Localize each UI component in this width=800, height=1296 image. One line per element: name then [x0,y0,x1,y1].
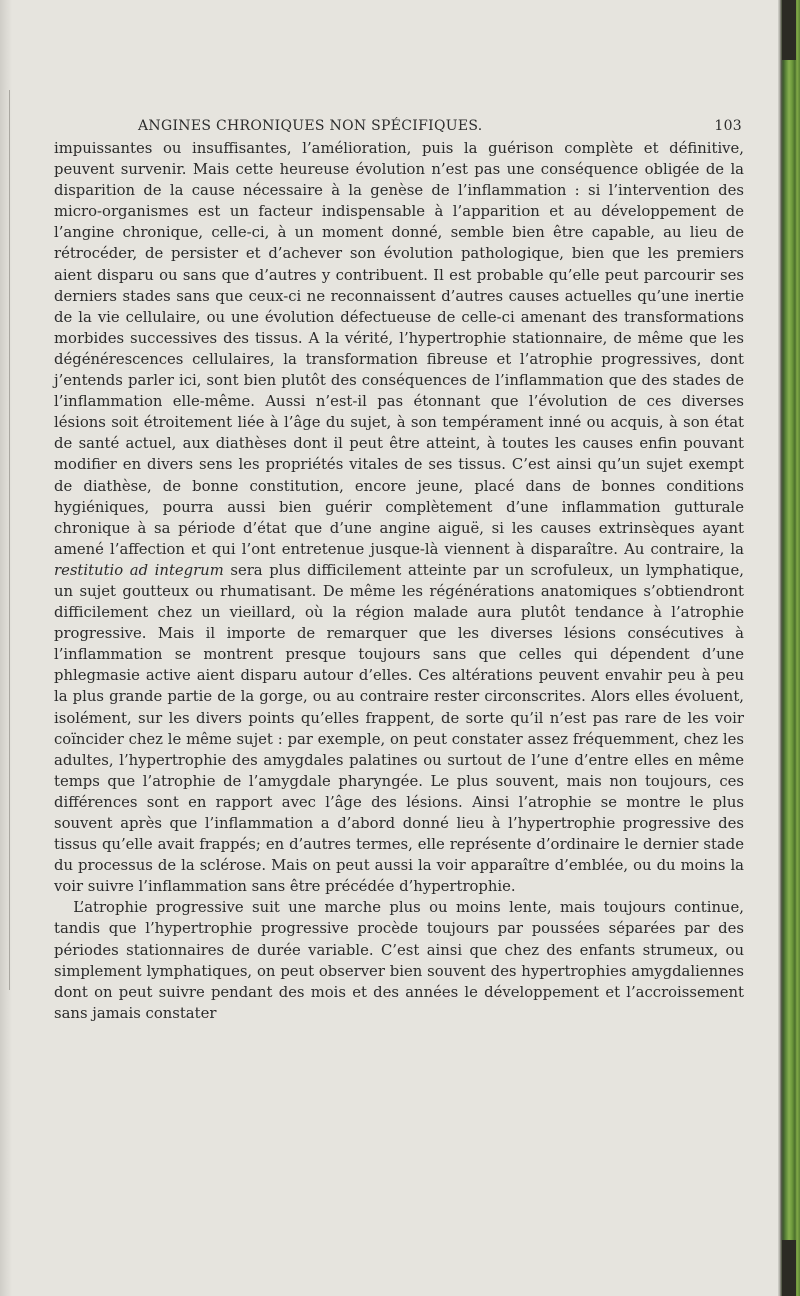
scan-left-margin [0,0,12,1296]
paragraph-1-part-a: impuissantes ou insuffisantes, l’amélioration, puis la guérison complète et définitive, peuvent survenir. Mais cette heureuse évolution n’est pas une conséquence obligée de la disparition de la cause nécessaire à la genèse de l’inflammation : si l’intervention des micro-organismes est un facteur indispensable à l’apparition et au développement de l’angine chronique, celle-ci, à un moment donné, semble bien être capable, au lieu de rétrocéder, de persister et d’achever son évolution pathologique, bien que les premiers aient disparu ou sans que d’autres y contribuent. Il est probable qu’elle peut parcourir ses derniers stades sans que ceux-ci ne reconnaissent d’autres causes actuelles qu’une inertie de la vie cellulaire, ou une évolution défectueuse de celle-ci amenant des transformations morbides successives des tissus. A la vérité, l’hypertrophie stationnaire, de même que les dégénérescences cellulaires, la transformation fibreuse et l’atrophie progressives, dont j’entends parler ici, sont bien plutôt des conséquences de l’inflammation que des stades de l’inflammation elle-même. Aussi n’est-il pas étonnant que l’évolution de ces diverses lésions soit étroitement liée à l’âge du sujet, à son tempérament inné ou acquis, à son état de santé actuel, aux diathèses dont il peut être atteint, à toutes les causes enfin pouvant modifier en divers sens les propriétés vitales de ses tissus. C’est ainsi qu’un sujet exempt de diathèse, de bonne constitution, encore jeune, placé dans de bonnes conditions hygiéniques, pourra aussi bien guérir complètement d’une inflammation gutturale chronique à sa période d’état que d’une angine aiguë, si les causes extrinsèques ayant amené l’affection et qui l’ont entretenue jusque-là viennent à disparaître. Au contraire, la [54,140,744,558]
book-edge-dark-band [782,0,796,60]
paragraph-1-part-b: sera plus difficilement atteinte par un scrofuleux, un lymphatique, un sujet goutteux ou rhumatisant. De même les régénérations anatomiques s’obtiendront difficilement chez un vieillard, où la région malade aura plutôt tendance à l’atrophie progressive. Mais il importe de remarquer que les diverses lésions consécutives à l’inflammation se montrent presque toujours sans que celles qui dépendent d’une phlegmasie active aient disparu autour d’elles. Ces altérations peuvent envahir peu à peu la plus grande partie de la gorge, ou au contraire rester circonscrites. Alors elles évoluent, isolément, sur les divers points qu’elles frappent, de sorte qu’il n’est pas rare de les voir coïncider chez le même sujet : par exemple, on peut constater assez fréquemment, chez les adultes, l’hypertrophie des amygdales palatines ou surtout de l’une d’entre elles en même temps que l’atrophie de l’amygdale pharyngée. Le plus souvent, mais non toujours, ces différences sont en rapport avec l’âge des lésions. Ainsi l’atrophie se montre le plus souvent après que l’inflammation a d’abord donné lieu à l’hypertrophie progressive des tissus qu’elle avait frappés; en d’autres termes, elle représente d’ordinaire le dernier stade du processus de la sclérose. Mais on peut aussi la voir apparaître d’emblée, ou du moins la voir suivre l’inflammation sans être précédée d’hypertrophie. [54,561,744,896]
scan-gutter-line [9,90,10,990]
running-title: ANGINES CHRONIQUES NON SPÉCIFIQUES. [138,118,483,134]
book-edge [778,0,800,1296]
book-page [54,116,744,1024]
page-number: 103 [714,118,742,134]
paragraph-1 [54,138,744,897]
latin-phrase: restitutio ad integrum [54,561,224,579]
body-text [54,138,744,1024]
paragraph-2: L’atrophie progressive suit une marche plus ou moins lente, mais toujours continue, tandis que l’hypertrophie progressive procède toujours par poussées séparées par des périodes stationnaires de durée variable. C’est ainsi que chez des enfants strumeux, ou simplement lymphatiques, on peut observer bien souvent des hypertrophies amygdaliennes dont on peut suivre pendant des mois et des années le développement et l’accroissement sans jamais constater [54,899,744,1022]
book-edge-dark-band [782,1240,796,1296]
running-head [54,116,744,138]
